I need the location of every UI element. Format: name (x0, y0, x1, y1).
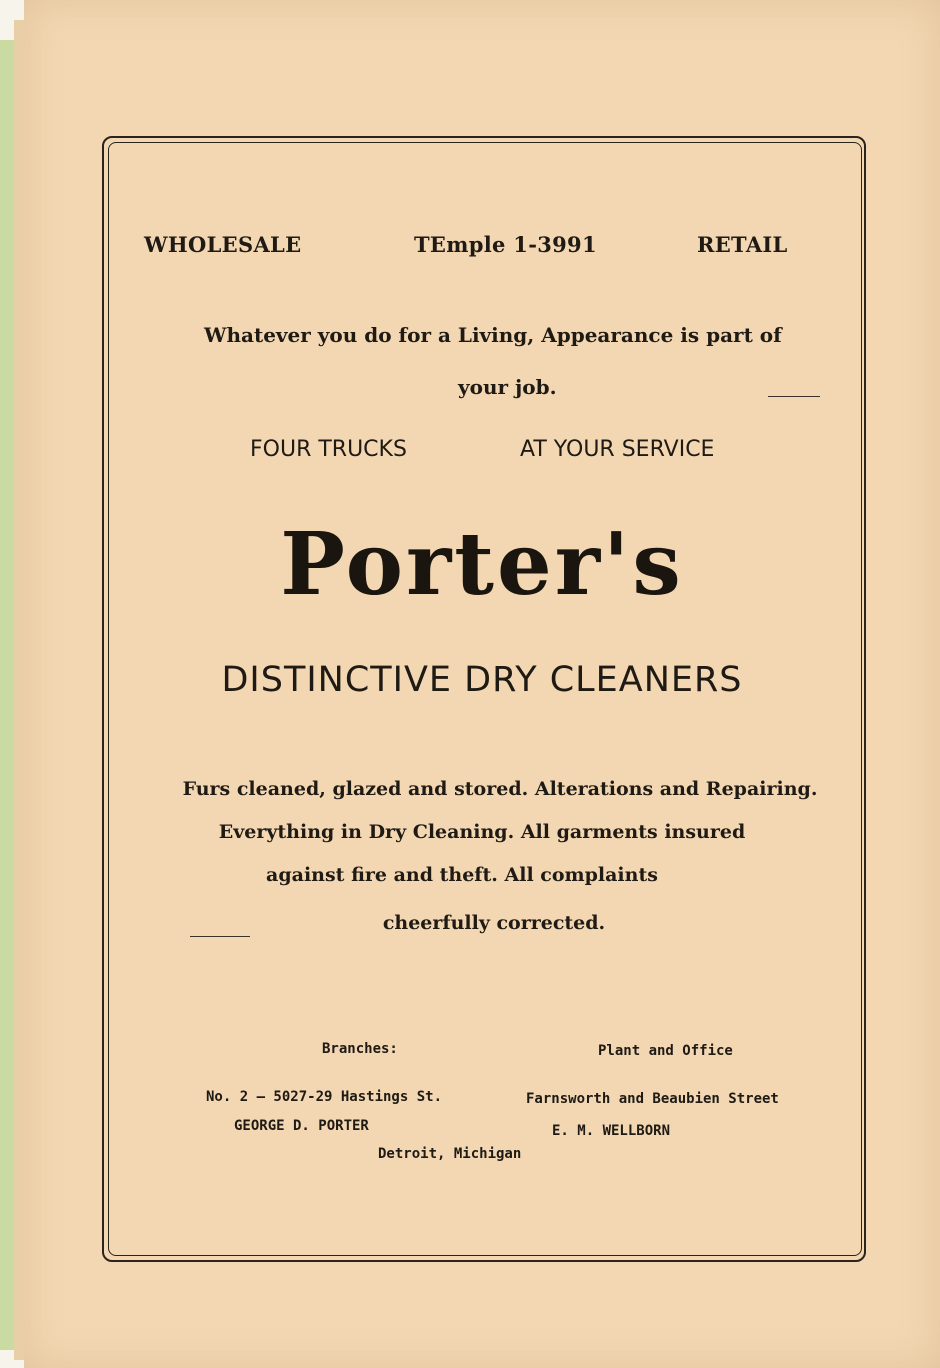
four-trucks-label: FOUR TRUCKS (250, 437, 407, 462)
advertisement-page (24, 0, 940, 1368)
plant-address: Farnsworth and Beaubien Street (526, 1091, 779, 1107)
services-line-4: cheerfully corrected. (382, 912, 606, 934)
services-line-1: Furs cleaned, glazed and stored. Alterations and Repairing. (182, 778, 818, 800)
branch-manager-name: GEORGE D. PORTER (234, 1118, 369, 1134)
city-line: Detroit, Michigan (378, 1146, 522, 1162)
plant-manager-name: E. M. WELLBORN (552, 1123, 671, 1139)
phone-number: TEmple 1-3991 (414, 232, 597, 257)
tagline-line-2: your job. (458, 375, 557, 399)
business-subtitle: DISTINCTIVE DRY CLEANERS (221, 660, 743, 700)
at-your-service-label: AT YOUR SERVICE (520, 437, 715, 462)
retail-label: RETAIL (697, 232, 788, 257)
services-line-2: Everything in Dry Cleaning. All garments insured (218, 821, 746, 843)
brand-name: Porter's (280, 514, 684, 615)
plant-office-label: Plant and Office (598, 1043, 733, 1059)
services-line-3: against fire and theft. All complaints (266, 864, 658, 886)
branch-address: No. 2 — 5027-29 Hastings St. (206, 1089, 443, 1105)
tagline-line-1: Whatever you do for a Living, Appearance is part of (204, 323, 782, 347)
decorative-dash-left (190, 936, 250, 937)
wholesale-label: WHOLESALE (144, 232, 302, 257)
branches-label: Branches: (322, 1041, 398, 1057)
decorative-dash (768, 396, 820, 397)
